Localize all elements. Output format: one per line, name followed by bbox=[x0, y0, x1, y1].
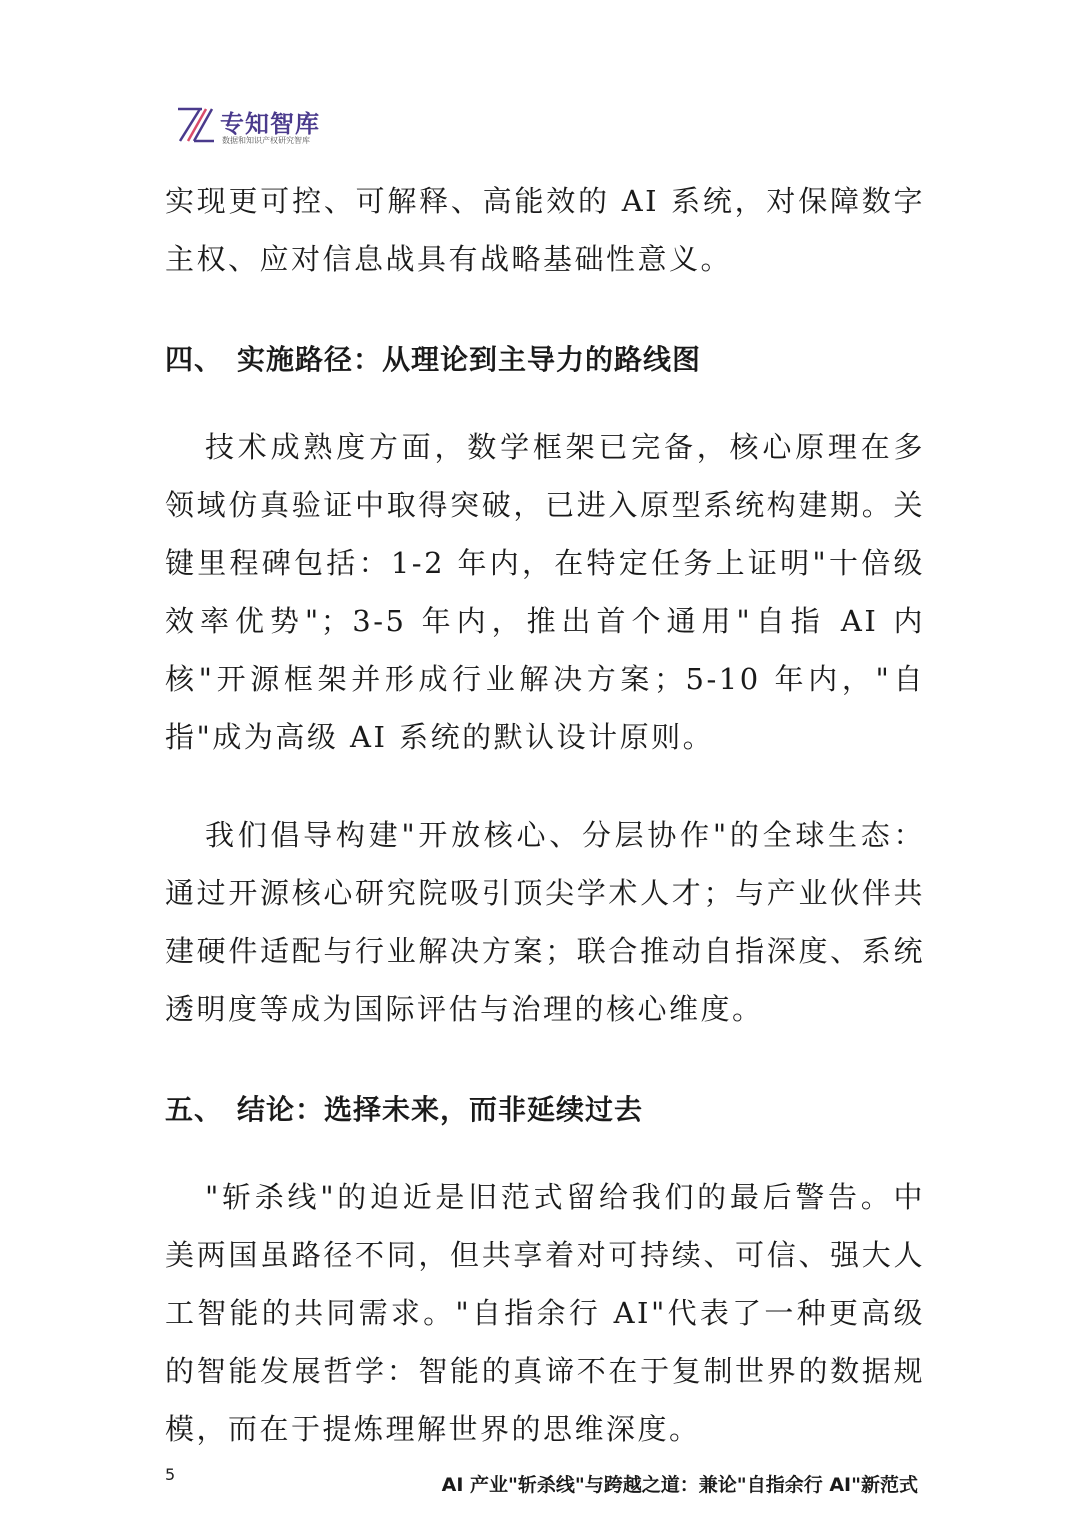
section-title: 结论：选择未来，而非延续过去 bbox=[237, 1093, 644, 1126]
footer-document-title: AI 产业"斩杀线"与跨越之道：兼论"自指余行 AI"新范式 bbox=[441, 1474, 918, 1496]
header-logo bbox=[176, 104, 376, 148]
document-body bbox=[165, 172, 925, 1458]
section-number: 四、 bbox=[165, 343, 224, 376]
section-heading-4 bbox=[165, 340, 925, 380]
logo-subtitle: 数据和知识产权研究智库 bbox=[222, 136, 310, 145]
page-number: 5 bbox=[165, 1465, 176, 1484]
section-heading-5 bbox=[165, 1090, 925, 1130]
paragraph-ecosystem: 我们倡导构建"开放核心、分层协作"的全球生态：通过开源核心研究院吸引顶尖学术人才；与产业伙伴共建硬件适配与行业解决方案；联合推动自指深度、系统透明度等成为国际评估与治理的核心维度。 bbox=[165, 818, 925, 1026]
paragraph-roadmap: 技术成熟度方面，数学框架已完备，核心原理在多领域仿真验证中取得突破，已进入原型系统构建期。关键里程碑包括：1-2 年内，在特定任务上证明"十倍级效率优势"；3-5 年内，推出首个通用"自指 AI 内核"开源框架并形成行业解决方案；5-10 年内，"自指"成为高级 AI 系统的默认设计原则。 bbox=[165, 430, 925, 754]
logo-title: 专知智库 bbox=[220, 110, 320, 138]
section-number: 五、 bbox=[165, 1093, 224, 1126]
paragraph-intro-continued: 实现更可控、可解释、高能效的 AI 系统，对保障数字主权、应对信息战具有战略基础性意义。 bbox=[165, 184, 925, 276]
paragraph-conclusion: "斩杀线"的迫近是旧范式留给我们的最后警告。中美两国虽路径不同，但共享着对可持续、可信、强大人工智能的共同需求。"自指余行 AI"代表了一种更高级的智能发展哲学：智能的真谛不在于复制世界的数据规模，而在于提炼理解世界的思维深度。 bbox=[165, 1180, 925, 1446]
section-title: 实施路径：从理论到主导力的路线图 bbox=[237, 343, 702, 376]
zhuanzhi-logo-icon bbox=[176, 106, 216, 144]
